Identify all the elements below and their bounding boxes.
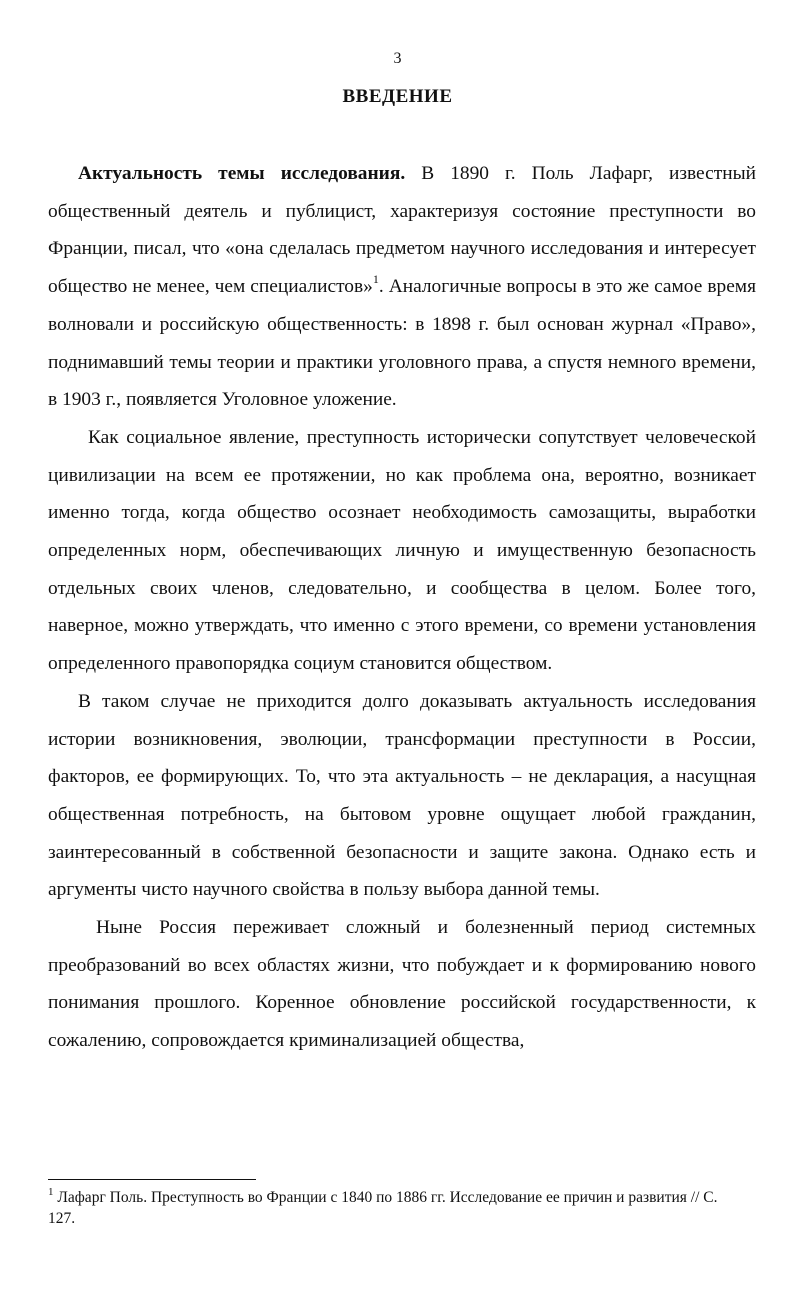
paragraph-text: В 1890 г. Поль Лафарг, известный общественный деятель и публицист, характеризуя состояние преступности во Франции, писал, что «она сделалась предметом научного исследования и интересует общество не менее, чем специалистов» <box>48 163 756 298</box>
footnote-text: Лафарг Поль. Преступность во Франции с 1840 по 1886 гг. Исследование ее причин и развития // С. 127. <box>48 1189 718 1227</box>
paragraph-3: В таком случае не приходится долго доказывать актуальность исследования истории возникновения, эволюции, трансформации преступности в России, факторов, ее формирующих. То, что эта актуальность – не декларация, а насущная общественная потребность, на бытовом уровне ощущает любой гражданин, заинтересованный в собственной безопасности и защите закона. Однако есть и аргументы чисто научного свойства в пользу выбора данной темы. <box>48 690 756 901</box>
page-title: ВВЕДЕНИЕ <box>342 86 453 107</box>
paragraph-text-continued: . Аналогичные вопросы в это же самое время волновали и российскую общественность: в 1898 г. был основан журнал «Право», поднимавший темы теории и практики уголовного права, а спустя немного времени, в 1903 г., появляется Уголовное уложение. <box>48 276 756 411</box>
paragraph-lead: Актуальность темы исследования. <box>78 163 406 184</box>
main-text <box>48 155 756 1060</box>
footnote-marker: 1 <box>48 1185 54 1198</box>
paragraph-2: Как социальное явление, преступность исторически сопутствует человеческой цивилизации на всем ее протяжении, но как проблема она, вероятно, возникает именно тогда, когда общество осознает необходимость самозащиты, выработки определенных норм, обеспечивающих личную и имущественную безопасность отдельных своих членов, следовательно, и сообщества в целом. Более того, наверное, можно утверждать, что именно с этого времени, со времени установления определенного правопорядка социум становится обществом. <box>48 426 756 675</box>
footnote-divider <box>48 1179 256 1180</box>
page-number: 3 <box>393 50 402 67</box>
paragraph-1 <box>48 155 756 419</box>
footnote <box>48 1187 738 1229</box>
paragraph-4: Ныне Россия переживает сложный и болезненный период системных преобразований во всех областях жизни, что побуждает и к формированию нового понимания прошлого. Коренное обновление российской государственности, к сожалению, сопровождается криминализацией общества, <box>48 917 756 1052</box>
footnote-reference[interactable]: 1 <box>372 271 379 286</box>
